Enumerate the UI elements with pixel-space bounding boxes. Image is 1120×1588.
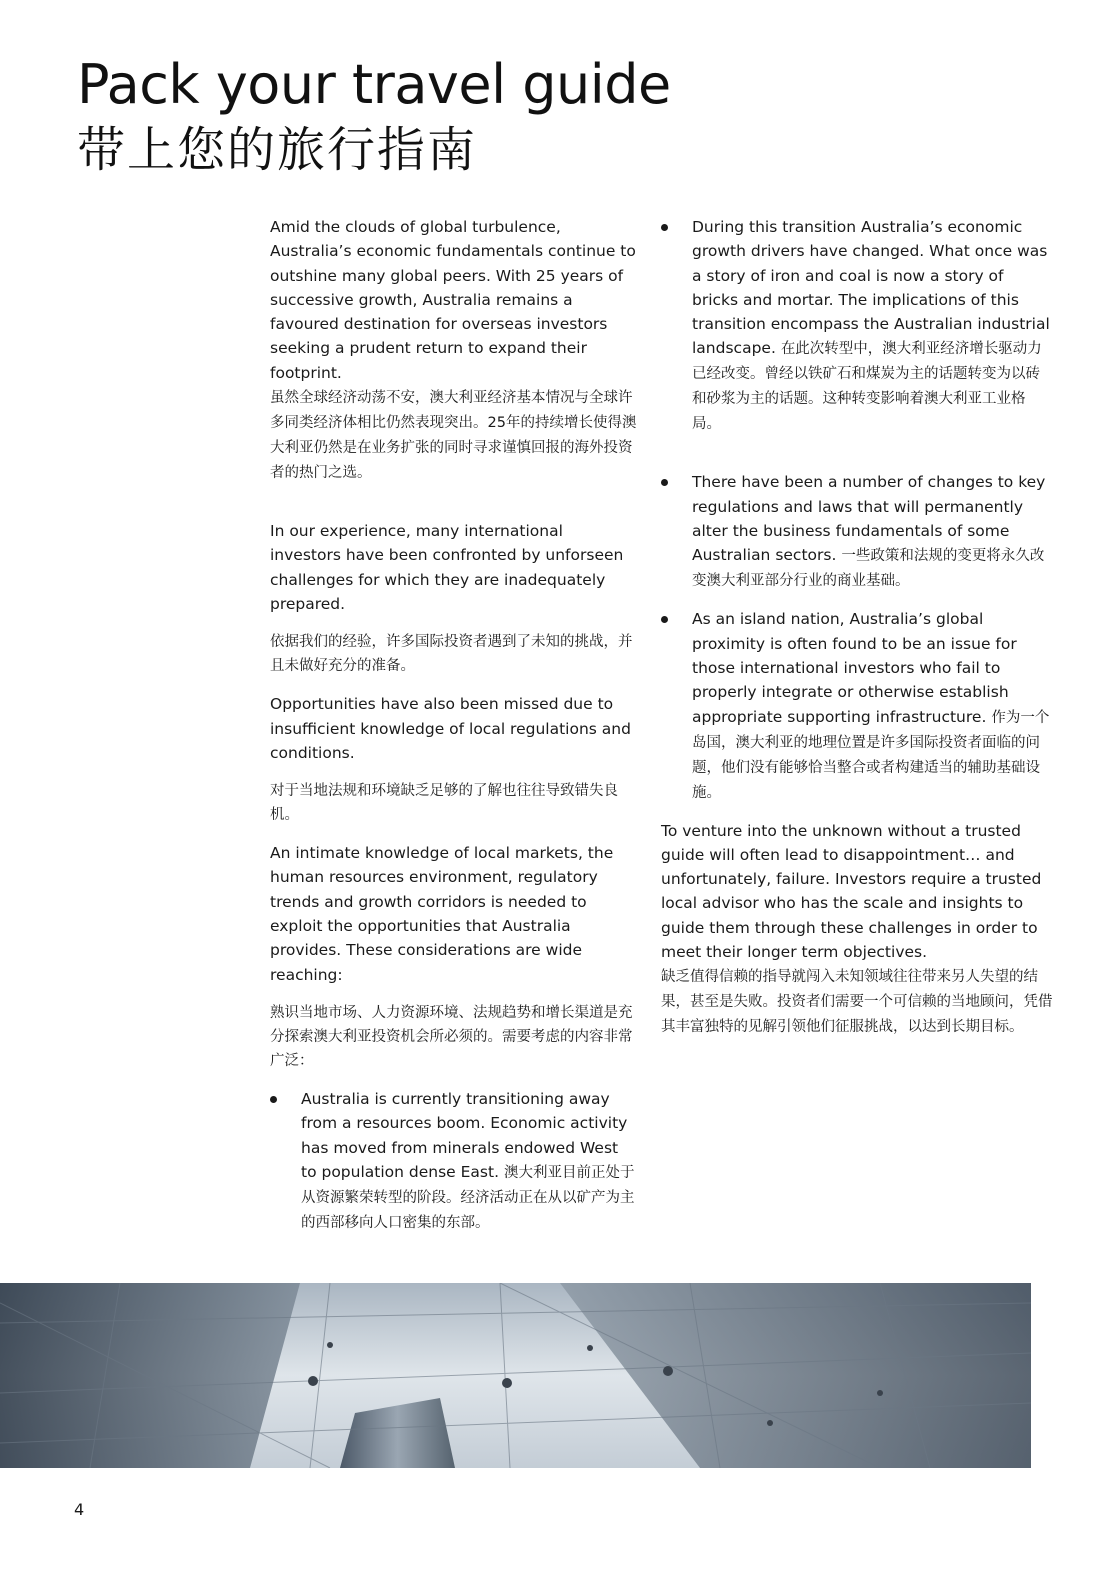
bullet-island-nation: As an island nation, Australia’s global proximity is often found to be an issue for those international investors who fail to properly integrate or otherwise establish appropriate supporting infrastructure. 作为一个岛国，澳大利亚的地理位置是许多国际投资者面临的问题，他们没有能够恰当整合或者构建适当的辅助基础设施。 — [661, 607, 1053, 804]
knowledge-paragraph-chinese: 熟识当地市场、人力资源环境、法规趋势和增长渠道是充分探索澳大利亚投资机会所必须的。需要考虑的内容非常广泛： — [270, 1004, 633, 1069]
opportunities-paragraph-chinese: 对于当地法规和环境缺乏足够的了解也往往导致错失良机。 — [270, 783, 618, 824]
bullet-icon — [270, 1096, 277, 1103]
glass-building-photo — [0, 1283, 1031, 1468]
conclusion-paragraph: To venture into the unknown without a trusted guide will often lead to disappointment… and unfortunately, failure. Investors require a trusted local advisor who has the scale and insights to guide them through these challenges in order to meet their longer term objectives. 缺乏值得信赖的指导就闯入未知领域往往带来另人失望的结果，甚至是失败。投资者们需要一个可信赖的当地顾问，凭借其丰富独特的见解引领他们征服挑战，以达到长期目标。 — [661, 821, 1053, 1036]
bullet-regulations: There have been a number of changes to key regulations and laws that will permanently alter the business fundamentals of some Australian sectors. 一些政策和法规的变更将永久改变澳大利亚部分行业的商业基础。 — [661, 470, 1053, 593]
opportunities-paragraph: Opportunities have also been missed due to insufficient knowledge of local regulations and conditions. — [270, 695, 631, 762]
bullet-icon — [661, 224, 668, 231]
bullet-icon — [661, 479, 668, 486]
right-column — [661, 215, 1053, 1039]
intro-paragraph: Amid the clouds of global turbulence, Australia’s economic fundamentals continue to outshine many global peers. With 25 years of successive growth, Australia remains a favoured destination for overseas investors seeking a prudent return to expand their footprint. 虽然全球经济动荡不安，澳大利亚经济基本情况与全球许多同类经济体相比仍然表现突出。25年的持续增长使得澳大利亚仍然是在业务扩张的同时寻求谨慎回报的海外投资者的热门之选。 — [270, 218, 637, 482]
left-column — [270, 215, 638, 1235]
experience-paragraph: In our experience, many international investors have been confronted by unforseen challenges for which they are inadequately prepared. — [270, 522, 624, 613]
page-title: Pack your travel guide — [77, 53, 671, 116]
experience-paragraph-chinese: 依据我们的经验，许多国际投资者遇到了未知的挑战，并且未做好充分的准备。 — [270, 634, 633, 675]
page-title-chinese: 带上您的旅行指南 — [77, 122, 478, 178]
page-number: 4 — [74, 1500, 85, 1519]
glass-building-illustration — [0, 1283, 1031, 1468]
bullet-growth-drivers: During this transition Australia’s economic growth drivers have changed. What once was a story of iron and coal is now a story of bricks and mortar. The implications of this transition encompass the Australian industrial landscape. 在此次转型中，澳大利亚经济增长驱动力已经改变。曾经以铁矿石和煤炭为主的话题转变为以砖和砂浆为主的话题。这种转变影响着澳大利亚工业格局。 — [661, 215, 1053, 436]
knowledge-paragraph: An intimate knowledge of local markets, the human resources environment, regulatory trends and growth corridors is needed to exploit the opportunities that Australia provides. These considerations are wide reaching: — [270, 844, 614, 984]
bullet-icon — [661, 616, 668, 623]
bullet-resources-boom: Australia is currently transitioning away from a resources boom. Economic activity has moved from minerals endowed West to population dense East. 澳大利亚目前正处于从资源繁荣转型的阶段。经济活动正在从以矿产为主的西部移向人口密集的东部。 — [270, 1087, 638, 1235]
